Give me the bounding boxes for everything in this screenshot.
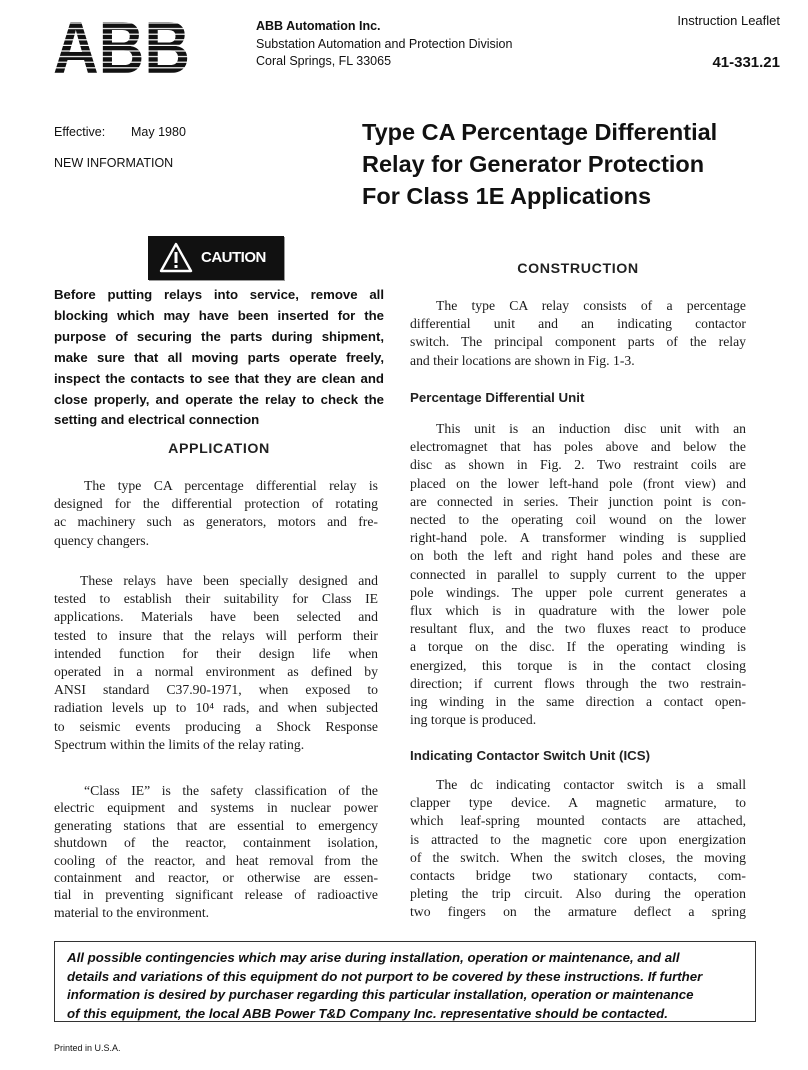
text-line: disc as shown in Fig. 2. Two restraint coils are (410, 457, 746, 473)
text-line: to seismic events producing a Shock Response (54, 718, 378, 734)
disclaimer-line: details and variations of this equipment do not purport to be covered by these instructions. If further (67, 968, 703, 984)
text-line: cooling of the reactor, and heat removal from the (54, 852, 378, 868)
caution-box (148, 236, 284, 280)
text-line: These relays have been specially designed and (80, 573, 378, 588)
application-paragraph-2 (54, 572, 378, 754)
disclaimer-line: information is desired by purchaser regarding this particular installation, operation or maintenance (67, 987, 694, 1003)
svg-text:ABB: ABB (53, 6, 190, 89)
text-line: two fingers on the armature deflect a spring (410, 904, 746, 920)
text-line: on both the left and right hand poles and these are (410, 548, 746, 564)
text-line: ing torque is produced. (410, 712, 537, 728)
application-paragraph-1 (54, 477, 378, 550)
disclaimer-line: of this equipment, the local ABB Power T&D Company Inc. representative should be contacted. (67, 1005, 668, 1021)
text-line: material to the environment. (54, 904, 210, 920)
text-line: resultant flux, and the two fluxes react to produce (410, 621, 746, 637)
application-paragraph-3 (54, 782, 378, 921)
division-name: Substation Automation and Protection Division (256, 37, 513, 51)
text-line: is attracted to the magnetic core upon energization (410, 831, 746, 847)
text-line: which leaf-spring mounted contacts are attached, (410, 813, 746, 829)
title-line: Relay for Generator Protection (362, 151, 705, 177)
text-line: pleting the trip circuit. Also during the operation (410, 886, 746, 902)
document-type: Instruction Leaflet (677, 13, 780, 28)
text-line: placed on the lower left-hand pole (front view) and (410, 475, 746, 491)
text-line: tested to establish their suitability for Class IE (54, 591, 378, 607)
text-line: tial in preventing significant release of radioactive (54, 887, 378, 903)
text-line: switch. The principal component parts of the relay (410, 334, 746, 350)
text-line: radiation levels up to 10⁴ rads, and when subjected (54, 700, 378, 716)
text-line: direction; if current flows through the two restrain- (410, 675, 746, 691)
printed-in-label: Printed in U.S.A. (54, 1043, 121, 1053)
text-line: ac machinery such as generators, motors and fre- (54, 514, 378, 530)
company-address: Coral Springs, FL 33065 (256, 54, 392, 68)
title-line: Type CA Percentage Differential (362, 119, 718, 145)
text-line: electric equipment and systems in nuclear power (54, 800, 378, 816)
text-line: The type CA relay consists of a percentage (436, 298, 746, 313)
text-line: containment and reactor, or otherwise are essen- (54, 870, 378, 886)
ics-unit-heading: Indicating Contactor Switch Unit (ICS) (410, 748, 651, 763)
text-line: ing winding in the same direction a contact open- (410, 694, 746, 710)
caution-text: Before putting relays into service, remove all blocking which may have been inserted for the purpose of securing the parts during shipment, make sure that all moving parts operate freely, inspect the contacts to see that they are clean and close properly, and operate the relay to check the setting and electrical connection (54, 287, 384, 428)
document-title (362, 116, 782, 212)
text-line: of the switch. When the switch closes, the moving (410, 849, 746, 865)
text-line: a torque on the disc. If the operating winding is (410, 639, 746, 655)
caution-label: CAUTION (201, 249, 266, 266)
document-number: 41-331.21 (712, 54, 780, 71)
text-line: ANSI standard C37.90-1971, when exposed to (54, 682, 378, 698)
title-line: For Class 1E Applications (362, 183, 652, 209)
text-line: Spectrum within the limits of the relay rating. (54, 736, 305, 752)
effective-label: Effective: (54, 125, 106, 139)
percentage-differential-unit-paragraph (410, 420, 746, 729)
abb-logo (53, 6, 190, 89)
text-line: and their locations are shown in Fig. 1-3. (410, 352, 635, 368)
text-line: clapper type device. A magnetic armature, to (410, 795, 746, 811)
text-line: nected to the operating coil wound on the lower (410, 512, 746, 528)
text-line: applications. Materials have been selected and (54, 609, 378, 625)
text-line: shutdown of the reactor, containment isolation, (54, 835, 378, 851)
disclaimer-box (54, 941, 756, 1022)
text-line: designed for the differential protection of rotating (54, 496, 378, 512)
text-line: differential unit and an indicating contactor (410, 316, 746, 332)
application-heading: APPLICATION (168, 441, 270, 457)
new-information-label: NEW INFORMATION (54, 156, 174, 170)
disclaimer-line: All possible contingencies which may arise during installation, operation or maintenance, and all (67, 950, 680, 965)
text-line: “Class IE” is the safety classification of the (84, 783, 378, 798)
construction-heading: CONSTRUCTION (517, 261, 639, 277)
text-line: connected in parallel to supply current to the upper (410, 566, 746, 582)
text-line: contacts bridge two stationary contacts, com- (410, 868, 746, 884)
construction-paragraph (410, 297, 746, 370)
disclaimer-text (67, 949, 745, 1023)
text-line: electromagnet that has poles above and below the (410, 439, 746, 455)
text-line: tested to insure that the relays will perform their (54, 627, 378, 643)
text-line: intended function for their design life when (54, 645, 378, 661)
warning-icon (159, 242, 193, 273)
ics-unit-paragraph (410, 776, 746, 922)
text-line: quency changers. (54, 532, 150, 548)
text-line: operated in a normal environment as defined by (54, 664, 378, 680)
text-line: The type CA percentage differential relay is (84, 478, 378, 493)
text-line: are connected in series. Their junction point is con- (410, 493, 746, 509)
text-line: flux which is in quadrature with the lower pole (410, 603, 746, 619)
text-line: generating stations that are essential to emergency (54, 817, 378, 833)
text-line: right-hand pole. A transformer winding is supplied (410, 530, 746, 546)
percentage-differential-unit-heading: Percentage Differential Unit (410, 390, 585, 405)
text-line: energized, this torque is in the contact closing (410, 657, 746, 673)
text-line: The dc indicating contactor switch is a small (436, 777, 746, 792)
company-name: ABB Automation Inc. (256, 19, 381, 33)
text-line: pole windings. The upper pole current generates a (410, 584, 746, 600)
text-line: This unit is an induction disc unit with an (436, 421, 746, 436)
effective-date: May 1980 (131, 125, 186, 139)
